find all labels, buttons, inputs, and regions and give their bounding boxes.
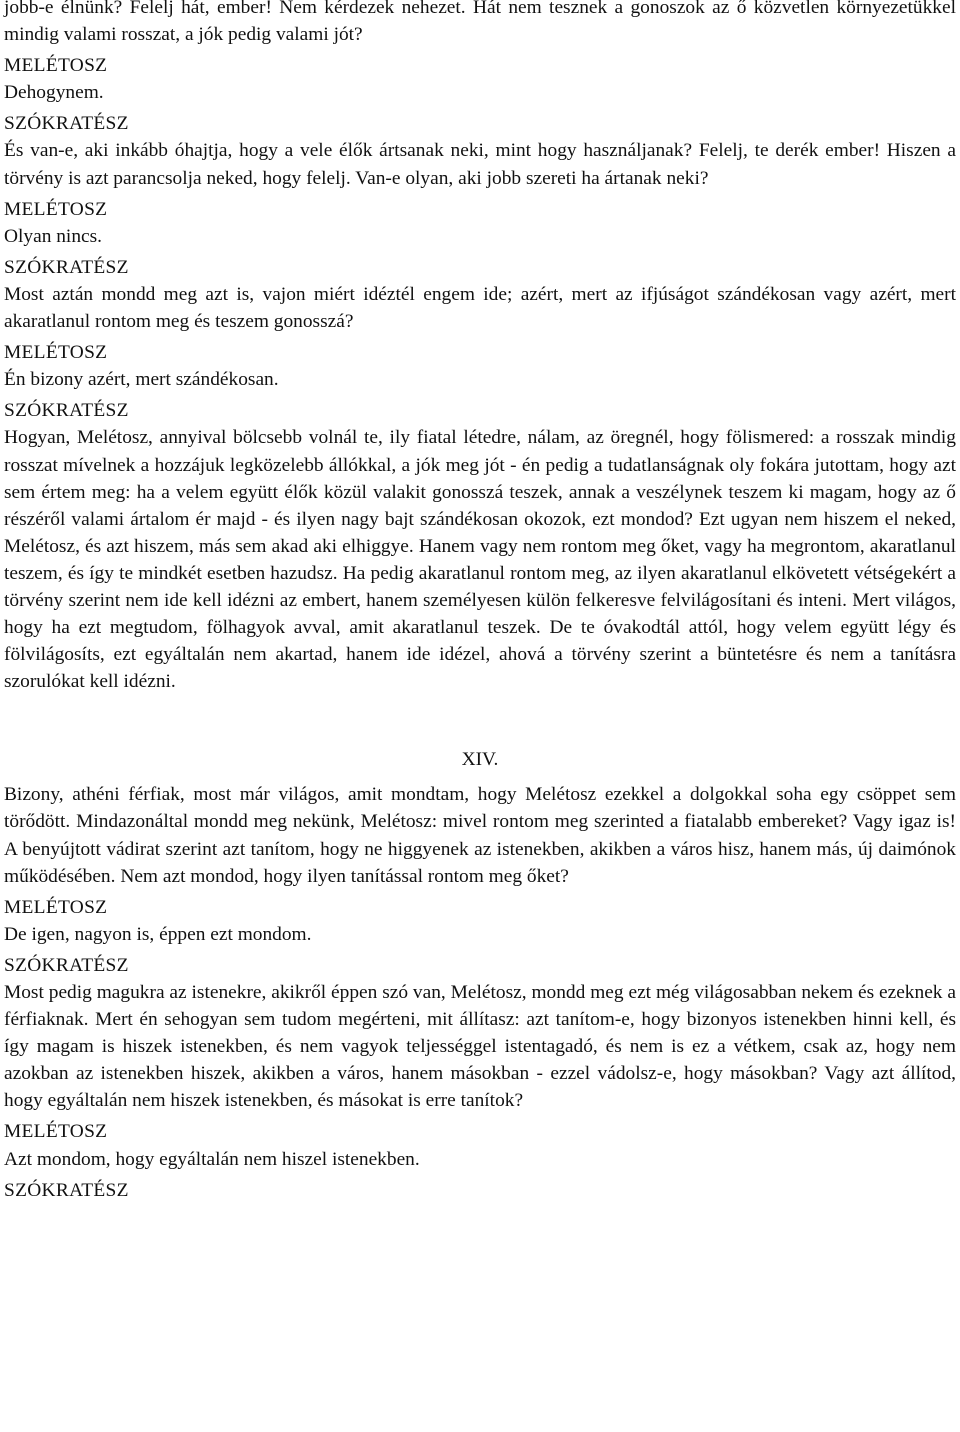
paragraph: Most pedig magukra az istenekre, akikről éppen szó van, Melétosz, mondd meg ezt még világosabban nekem és ezeknek a férfiaknak. Mert én sehogyan sem tudom megérteni, mit állítasz: azt tanítom-e, hogy bizonyos istenekben hinni kell, és így magam is hiszek istenekben, és nem vagyok teljességgel istentagadó, és nem is ez a vétkem, csak az, hogy nem azokban az istenekben hiszek, akikben a város, hanem másokban - ezzel vádolsz-e, hogy másokban? Vagy azt állítod, hogy egyáltalán nem hiszek istenekben, és másokat is erre tanítok?	[4, 982, 956, 1112]
section-spacer	[4, 699, 956, 746]
speaker-label: MELÉTOSZ	[4, 55, 108, 77]
speaker-label: SZÓKRATÉSZ	[4, 256, 129, 278]
paragraph: De igen, nagyon is, éppen ezt mondom.	[4, 923, 312, 945]
paragraph: Hogyan, Melétosz, annyival bölcsebb volnál te, ily fiatal létedre, nálam, az öregnél, hogy fölismered: a rosszak mindig rosszat mívelnek a hozzájuk legközelebb állókkal, a jók meg jót - én pedig a tudatlanságnak oly fokára jutottam, hogy azt sem értem meg: ha a velem együtt élők közül valakit gonosszá teszek, annak a veszélynek teszem ki magam, hogy az ő részéről valami ártalom ér majd - és ilyen nagy bajt szándékosan okozok, ezt mondod? Ezt ugyan nem hiszem el neked, Melétosz, és azt hiszem, más sem akad aki elhiggye. Hanem vagy nem rontom meg őket, vagy ha megrontom, akaratlanul teszem, és így te mindkét esetben hazudsz. Ha pedig akaratlanul rontom meg, az ilyen akaratlanul elkövetett vétségekért a törvény szerint nem ide kell idézni az embert, hanem személyesen külön felkeresve felvilágosítani és inteni. Mert világos, hogy ha ezt megtudom, fölhagyok avval, amit akaratlanul teszek. De te óvakodtál attól, hogy velem együtt légy és fölvilágosíts, ezt egyáltalán nem akartad, hanem ide idézel, ahová a törvény szerint a büntetésre és nem a tanításra szorulókat kell idézni.	[4, 427, 956, 693]
speaker-label: MELÉTOSZ	[4, 198, 108, 220]
section-heading: XIV.	[461, 749, 499, 771]
document-page	[4, 0, 956, 1204]
speaker-label: MELÉTOSZ	[4, 896, 108, 918]
paragraph: Most aztán mondd meg azt is, vajon miért idéztél engem ide; azért, mert az ifjúságot szándékosan vagy azért, mert akaratlanul rontom meg és teszem gonosszá?	[4, 283, 956, 333]
speaker-label: SZÓKRATÉSZ	[4, 954, 129, 976]
paragraph: Olyan nincs.	[4, 225, 103, 247]
paragraph: Azt mondom, hogy egyáltalán nem hiszel istenekben.	[4, 1148, 420, 1170]
paragraph: És van-e, aki inkább óhajtja, hogy a vele élők ártsanak neki, mint hogy használjanak? Felelj, te derék ember! Hiszen a törvény is azt parancsolja neked, hogy felelj. Van-e olyan, aki jobb szereti ha ártanak neki?	[4, 140, 956, 189]
speaker-label: MELÉTOSZ	[4, 342, 108, 364]
paragraph: Én bizony azért, mert szándékosan.	[4, 369, 279, 391]
speaker-label: SZÓKRATÉSZ	[4, 113, 129, 135]
paragraph: Bizony, athéni férfiak, most már világos, amit mondtam, hogy Melétosz ezekkel a dolgokkal soha egy csöppet sem törődött. Mindazonáltal mondd meg nekünk, Melétosz: mivel rontom meg szerinted a fiatalabb embereket? Vagy igaz is! A benyújtott vádirat szerint azt tanítom, hogy ne higgyenek az istenekben, akikben a város hisz, hanem más, új daimónok működésében. Nem azt mondod, hogy ilyen tanítással rontom meg őket?	[4, 784, 956, 887]
paragraph: jobb-e élnünk? Felelj hát, ember! Nem kérdezek nehezet. Hát nem tesznek a gonoszok az ő közvetlen környezetükkel mindig valami rosszat, a jók pedig valami jót?	[4, 0, 956, 46]
speaker-label: SZÓKRATÉSZ	[4, 400, 129, 422]
heading-spacer	[4, 773, 956, 781]
paragraph: Dehogynem.	[4, 82, 104, 104]
speaker-label: MELÉTOSZ	[4, 1121, 108, 1143]
speaker-label: SZÓKRATÉSZ	[4, 1179, 129, 1201]
